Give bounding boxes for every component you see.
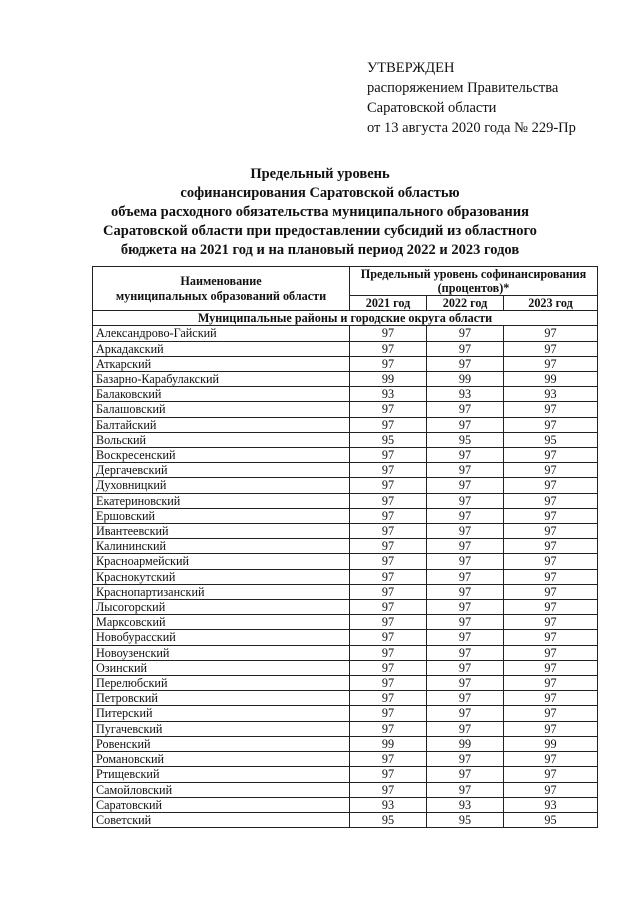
table-row <box>93 676 598 691</box>
municipality-name: Аркадакский <box>93 341 350 356</box>
title-line: софинансирования Саратовской областью <box>180 185 460 201</box>
level-value: 97 <box>350 356 427 371</box>
level-value: 97 <box>504 660 598 675</box>
level-value: 95 <box>504 812 598 827</box>
municipality-name: Екатериновский <box>93 493 350 508</box>
level-value: 93 <box>504 797 598 812</box>
header-year-2022: 2022 год <box>427 296 504 311</box>
level-value: 97 <box>504 402 598 417</box>
approval-line: распоряжением Правительства <box>367 80 559 96</box>
municipality-name: Воскресенский <box>93 448 350 463</box>
level-value: 97 <box>350 630 427 645</box>
level-value: 97 <box>427 478 504 493</box>
level-value: 97 <box>427 417 504 432</box>
approval-line: УТВЕРЖДЕН <box>367 60 455 76</box>
level-value: 93 <box>427 797 504 812</box>
level-value: 99 <box>350 372 427 387</box>
table-row <box>93 478 598 493</box>
level-value: 97 <box>350 326 427 341</box>
title-line: объема расходного обязательства муниципального образования <box>111 204 529 220</box>
level-value: 97 <box>427 630 504 645</box>
level-value: 97 <box>427 645 504 660</box>
level-value: 97 <box>427 463 504 478</box>
municipality-name: Аткарский <box>93 356 350 371</box>
level-value: 97 <box>350 478 427 493</box>
municipality-name: Ртищевский <box>93 767 350 782</box>
level-value: 97 <box>427 782 504 797</box>
level-value: 93 <box>350 387 427 402</box>
level-value: 97 <box>350 615 427 630</box>
header-year-2023: 2023 год <box>504 296 598 311</box>
municipality-name: Ивантеевский <box>93 524 350 539</box>
level-value: 95 <box>427 432 504 447</box>
level-value: 97 <box>427 615 504 630</box>
level-value: 97 <box>504 691 598 706</box>
municipality-name: Красноармейский <box>93 554 350 569</box>
level-value: 95 <box>427 812 504 827</box>
level-value: 97 <box>427 326 504 341</box>
cofinancing-table <box>92 266 598 828</box>
level-value: 97 <box>427 448 504 463</box>
approval-stamp <box>367 58 576 138</box>
header-municipality-line: Наименование <box>180 273 262 288</box>
level-value: 97 <box>427 554 504 569</box>
level-value: 97 <box>427 493 504 508</box>
level-value: 97 <box>504 539 598 554</box>
table-row <box>93 372 598 387</box>
level-value: 97 <box>504 752 598 767</box>
level-value: 97 <box>427 341 504 356</box>
level-value: 99 <box>504 372 598 387</box>
header-year-2021: 2021 год <box>350 296 427 311</box>
level-value: 97 <box>350 463 427 478</box>
section-row <box>93 311 598 326</box>
municipality-name: Ровенский <box>93 736 350 751</box>
level-value: 97 <box>350 767 427 782</box>
table-row <box>93 508 598 523</box>
level-value: 97 <box>504 356 598 371</box>
level-value: 97 <box>350 448 427 463</box>
level-value: 97 <box>427 402 504 417</box>
level-value: 97 <box>504 463 598 478</box>
level-value: 97 <box>504 600 598 615</box>
level-value: 99 <box>350 736 427 751</box>
municipality-name: Озинский <box>93 660 350 675</box>
level-value: 97 <box>350 524 427 539</box>
municipality-name: Калининский <box>93 539 350 554</box>
table-row <box>93 326 598 341</box>
document-title <box>60 165 580 260</box>
municipality-name: Марксовский <box>93 615 350 630</box>
header-level-line: (процентов)* <box>437 281 510 295</box>
level-value: 95 <box>350 812 427 827</box>
table-row <box>93 660 598 675</box>
municipality-name: Петровский <box>93 691 350 706</box>
table-row <box>93 463 598 478</box>
level-value: 97 <box>350 508 427 523</box>
header-level-line: Предельный уровень софинансирования <box>360 267 587 281</box>
table-row <box>93 554 598 569</box>
municipality-name: Пугачевский <box>93 721 350 736</box>
level-value: 97 <box>350 706 427 721</box>
level-value: 97 <box>350 554 427 569</box>
level-value: 97 <box>504 341 598 356</box>
level-value: 97 <box>427 508 504 523</box>
level-value: 97 <box>427 752 504 767</box>
municipality-name: Романовский <box>93 752 350 767</box>
level-value: 97 <box>350 752 427 767</box>
table-row <box>93 569 598 584</box>
municipality-name: Новобурасский <box>93 630 350 645</box>
table-row <box>93 584 598 599</box>
level-value: 97 <box>504 569 598 584</box>
level-value: 97 <box>504 524 598 539</box>
level-value: 97 <box>427 721 504 736</box>
level-value: 95 <box>350 432 427 447</box>
municipality-name: Краснопартизанский <box>93 584 350 599</box>
municipality-name: Духовницкий <box>93 478 350 493</box>
municipality-name: Краснокутский <box>93 569 350 584</box>
table-row <box>93 356 598 371</box>
level-value: 97 <box>427 539 504 554</box>
table-row <box>93 630 598 645</box>
municipality-name: Базарно-Карабулакский <box>93 372 350 387</box>
level-value: 97 <box>427 600 504 615</box>
table-row <box>93 767 598 782</box>
level-value: 97 <box>350 402 427 417</box>
section-label: Муниципальные районы и городские округа области <box>93 311 598 326</box>
table-row <box>93 645 598 660</box>
table-row <box>93 448 598 463</box>
municipality-name: Новоузенский <box>93 645 350 660</box>
table-row <box>93 341 598 356</box>
level-value: 97 <box>350 569 427 584</box>
level-value: 97 <box>350 721 427 736</box>
level-value: 97 <box>350 493 427 508</box>
municipality-name: Самойловский <box>93 782 350 797</box>
table-row <box>93 736 598 751</box>
level-value: 97 <box>350 691 427 706</box>
level-value: 97 <box>504 630 598 645</box>
table-row <box>93 782 598 797</box>
level-value: 99 <box>427 736 504 751</box>
level-value: 97 <box>350 782 427 797</box>
table-row <box>93 706 598 721</box>
level-value: 97 <box>504 478 598 493</box>
municipality-name: Дергачевский <box>93 463 350 478</box>
level-value: 97 <box>504 645 598 660</box>
table-row <box>93 691 598 706</box>
municipality-name: Балтайский <box>93 417 350 432</box>
level-value: 97 <box>350 645 427 660</box>
level-value: 97 <box>504 508 598 523</box>
level-value: 97 <box>504 584 598 599</box>
level-value: 93 <box>427 387 504 402</box>
level-value: 97 <box>427 524 504 539</box>
title-line: Саратовской области при предоставлении субсидий из областного <box>103 223 537 239</box>
level-value: 97 <box>504 721 598 736</box>
header-municipality-line: муниципальных образований области <box>115 288 327 303</box>
level-value: 97 <box>504 448 598 463</box>
level-value: 97 <box>427 706 504 721</box>
level-value: 97 <box>427 676 504 691</box>
municipality-name: Перелюбский <box>93 676 350 691</box>
level-value: 99 <box>427 372 504 387</box>
table-row <box>93 721 598 736</box>
level-value: 97 <box>350 417 427 432</box>
municipality-name: Лысогорский <box>93 600 350 615</box>
level-value: 97 <box>427 356 504 371</box>
level-value: 97 <box>350 584 427 599</box>
level-value: 93 <box>504 387 598 402</box>
level-value: 97 <box>427 660 504 675</box>
level-value: 97 <box>504 615 598 630</box>
table-row <box>93 615 598 630</box>
municipality-name: Ершовский <box>93 508 350 523</box>
level-value: 97 <box>504 676 598 691</box>
level-value: 99 <box>504 736 598 751</box>
level-value: 97 <box>504 493 598 508</box>
level-value: 97 <box>350 676 427 691</box>
approval-line: Саратовской области <box>367 100 497 116</box>
level-value: 97 <box>504 554 598 569</box>
municipality-name: Балашовский <box>93 402 350 417</box>
level-value: 97 <box>350 600 427 615</box>
level-value: 97 <box>504 782 598 797</box>
table-row <box>93 812 598 827</box>
level-value: 93 <box>350 797 427 812</box>
table-row <box>93 432 598 447</box>
level-value: 97 <box>504 417 598 432</box>
header-level <box>350 267 598 296</box>
level-value: 97 <box>350 660 427 675</box>
municipality-name: Саратовский <box>93 797 350 812</box>
level-value: 97 <box>427 767 504 782</box>
municipality-name: Питерский <box>93 706 350 721</box>
table-row <box>93 797 598 812</box>
level-value: 97 <box>350 539 427 554</box>
title-line: Предельный уровень <box>250 166 390 182</box>
municipality-name: Александрово-Гайский <box>93 326 350 341</box>
approval-line: от 13 августа 2020 года № 229-Пр <box>367 120 576 136</box>
title-line: бюджета на 2021 год и на плановый период 2022 и 2023 годов <box>120 242 520 258</box>
level-value: 97 <box>427 584 504 599</box>
table-row <box>93 539 598 554</box>
table-row <box>93 417 598 432</box>
level-value: 97 <box>427 569 504 584</box>
table-row <box>93 600 598 615</box>
table-row <box>93 387 598 402</box>
level-value: 97 <box>350 341 427 356</box>
level-value: 95 <box>504 432 598 447</box>
table-row <box>93 524 598 539</box>
level-value: 97 <box>504 706 598 721</box>
header-municipality <box>93 267 350 311</box>
municipality-name: Вольский <box>93 432 350 447</box>
level-value: 97 <box>504 767 598 782</box>
level-value: 97 <box>504 326 598 341</box>
table-row <box>93 402 598 417</box>
table-row <box>93 493 598 508</box>
municipality-name: Балаковский <box>93 387 350 402</box>
level-value: 97 <box>427 691 504 706</box>
municipality-name: Советский <box>93 812 350 827</box>
table-row <box>93 752 598 767</box>
